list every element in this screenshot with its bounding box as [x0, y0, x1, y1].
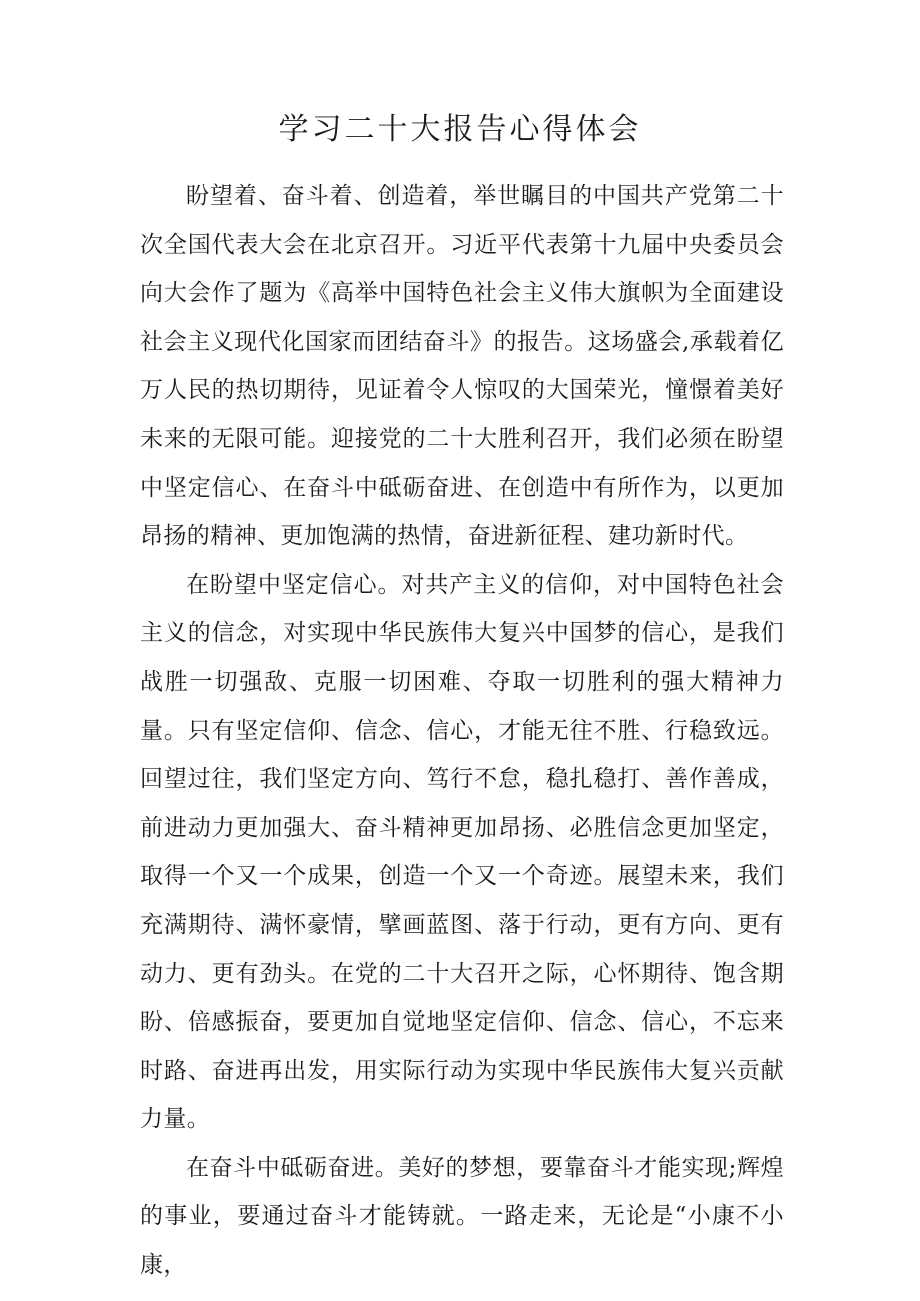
paragraph-1: 盼望着、奋斗着、创造着，举世瞩目的中国共产党第二十次全国代表大会在北京召开。习近平代表第十九届中央委员会向大会作了题为《高举中国特色社会主义伟大旗帜为全面建设社会主义现代化国家而团结奋斗》的报告。这场盛会,承载着亿万人民的热切期待，见证着令人惊叹的大国荣光，憧憬着美好未来的无限可能。迎接党的二十大胜利召开，我们必须在盼望中坚定信心、在奋斗中砥砺奋进、在创造中有所作为，以更加昂扬的精神、更加饱满的热情，奋进新征程、建功新时代。	[140, 183, 784, 550]
document-title: 学习二十大报告心得体会	[278, 112, 642, 147]
paragraph-3: 在奋斗中砥砺奋进。美好的梦想，要靠奋斗才能实现;辉煌的事业，要通过奋斗才能铸就。一路走来，无论是“小康不小康，	[140, 1154, 784, 1279]
document-body	[140, 172, 784, 1290]
paragraph-2: 在盼望中坚定信心。对共产主义的信仰，对中国特色社会主义的信念，对实现中华民族伟大复兴中国梦的信心，是我们战胜一切强敌、克服一切困难、夺取一切胜利的强大精神力量。只有坚定信仰、信念、信心，才能无往不胜、行稳致远。回望过往，我们坚定方向、笃行不怠，稳扎稳打、善作善成，前进动力更加强大、奋斗精神更加昂扬、必胜信念更加坚定，取得一个又一个成果，创造一个又一个奇迹。展望未来，我们充满期待、满怀豪情，擘画蓝图、落于行动，更有方向、更有动力、更有劲头。在党的二十大召开之际，心怀期待、饱含期盼、倍感振奋，要更加自觉地坚定信仰、信念、信心，不忘来时路、奋进再出发，用实际行动为实现中华民族伟大复兴贡献力量。	[140, 571, 784, 1133]
